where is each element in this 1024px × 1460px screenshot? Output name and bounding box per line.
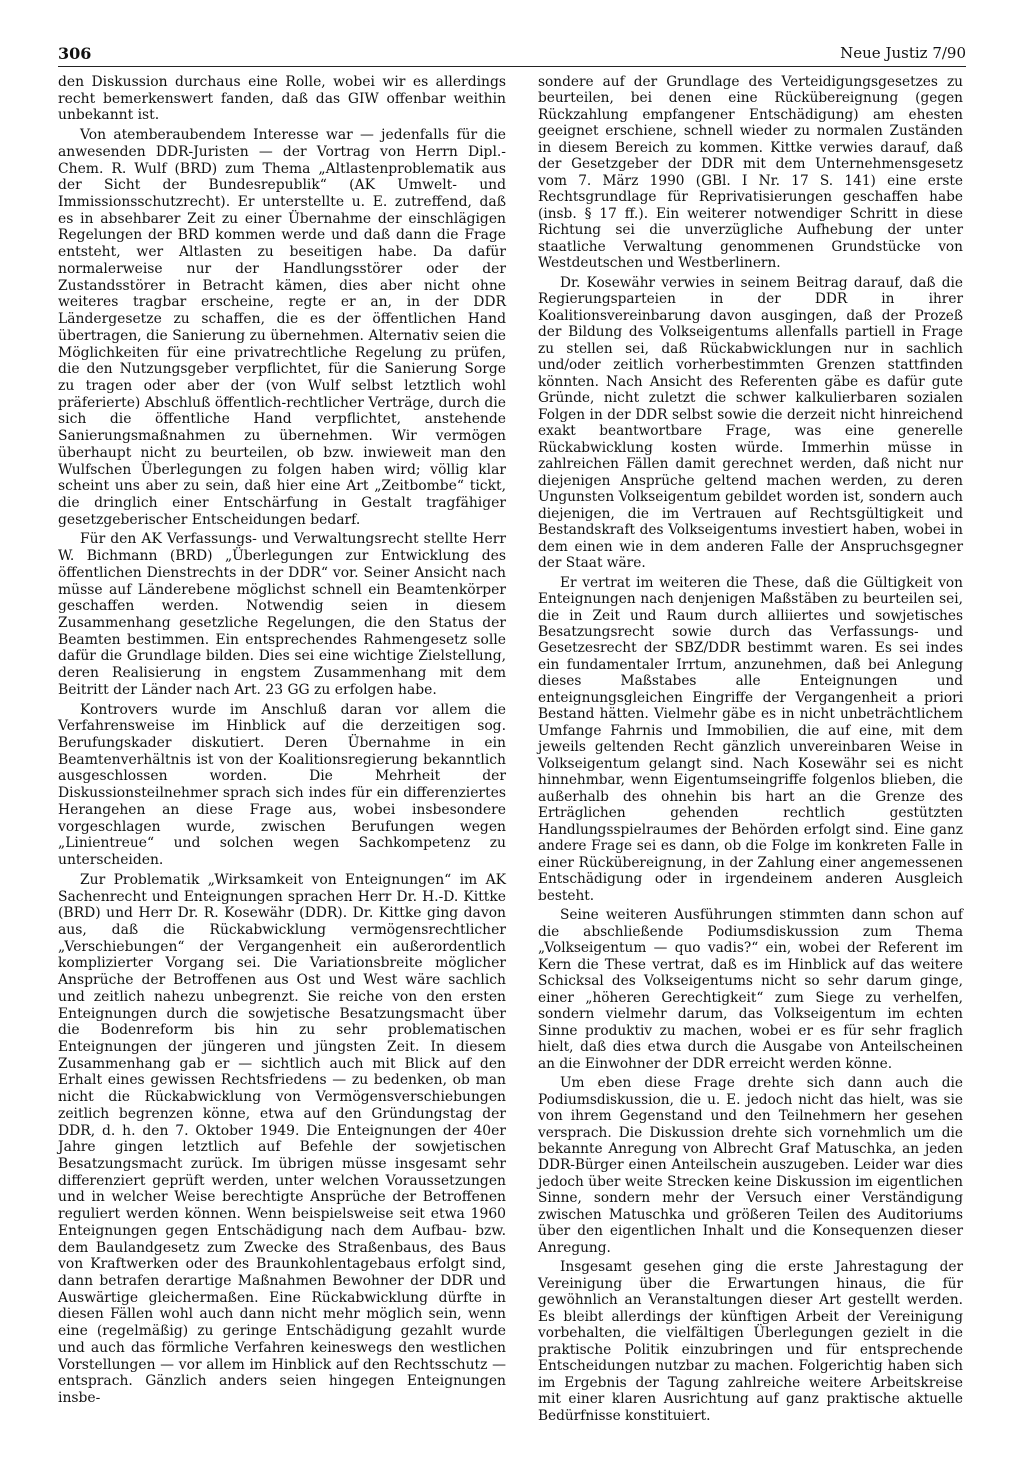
paragraph: Er vertrat im weiteren die These, daß die Gültigkeit von Enteignungen nach denjenigen Maßstäben zu beurteilen sei, die in Zeit und Raum durch alliiertes und sowjetisches Besatzungsrecht sowie durch das Verfassungs- und Gesetzesrecht der SBZ/DDR bestimmt waren. Es sei indes ein fundamentaler Irrtum, anzunehmen, daß bei Anlegung dieses Maßstabes alle Enteignungen und enteignungsgleichen Eingriffe der Vergangenheit a priori Bestand hätten. Vielmehr gäbe es in nicht unbeträchtlichem Umfange Fahrnis und Immobilien, die auf eine, mit dem jeweils geltenden Recht gänzlich unvereinbaren Weise in Volkseigentum gelangt sind. Nach Kosewähr sei es nicht hinnehmbar, wenn Eigentumseingriffe folgenlos blieben, die außerhalb des ohnehin bis hart an die Grenze des Erträglichen gehenden rechtlich gestützten Handlungsspielraumes der Behörden erfolgt sind. Eine ganz andere Frage sei es dann, ob die Folge im konkreten Falle in einer Rückübereignung, in der Zahlung einer angemessenen Entschädigung oder in irgendeinem anderen Ausgleich besteht. bbox=[538, 574, 963, 904]
paragraph: sondere auf der Grundlage des Verteidigungsgesetzes zu beurteilen, bei denen eine Rückübereignung (gegen Rückzahlung empfangener Entschädigung) am ehesten geeignet erschiene, schnell wieder zu normalen Zuständen in diesem Bereich zu kommen. Kittke verwies darauf, daß der Gesetzgeber der DDR mit dem Unternehmensgesetz vom 7. März 1990 (GBl. I Nr. 17 S. 141) eine erste Rechtsgrundlage für Reprivatisierungen geschaffen habe (insb. § 17 ff.). Ein weiterer notwendiger Schritt in diese Richtung sei die unverzügliche Aufhebung der unter staatliche Verwaltung genommenen Grundstücke von Westdeutschen und Westberlinern. bbox=[538, 74, 963, 272]
paragraph: den Diskussion durchaus eine Rolle, wobei wir es allerdings recht bemerkenswert fanden, daß das GIW offenbar weithin unbekannt ist. bbox=[58, 74, 506, 124]
left-column bbox=[58, 74, 506, 1410]
page-header bbox=[58, 44, 966, 67]
page-number: 306 bbox=[58, 44, 92, 63]
paragraph: Seine weiteren Ausführungen stimmten dann schon auf die abschließende Podiumsdiskussion zum Thema „Volkseigentum — quo vadis?“ ein, wobei der Referent im Kern die These vertrat, daß es im Hinblick auf das weitere Schicksal des Volkseigentums nicht so sehr darum ginge, einer „höheren Gerechtigkeit“ zum Siege zu verhelfen, sondern vielmehr darum, das Volkseigentum im echten Sinne produktiv zu machen, wobei er es für sehr fraglich hielt, daß dies etwa durch die Ausgabe von Anteilscheinen an die Einwohner der DDR erreicht werden könne. bbox=[538, 907, 963, 1072]
paragraph: Kontrovers wurde im Anschluß daran vor allem die Verfahrensweise im Hinblick auf die derzeitigen sog. Berufungskader diskutiert. Deren Übernahme in ein Beamtenverhältnis ist von der Koalitionsregierung bekanntlich ausgeschlossen worden. Die Mehrheit der Diskussionsteilnehmer sprach sich indes für ein differenziertes Herangehen an diese Frage aus, wobei insbesondere vorgeschlagen wurde, zwischen Berufungen wegen „Linientreue“ und solchen wegen Sachkompetenz zu unterscheiden. bbox=[58, 701, 506, 869]
paragraph: Für den AK Verfassungs- und Verwaltungsrecht stellte Herr W. Bichmann (BRD) „Überlegungen zur Entwicklung des öffentlichen Dienstrechts in der DDR“ vor. Seiner Ansicht nach müsse auf Länderebene möglichst schnell ein Beamtenkörper geschaffen werden. Notwendig seien in diesem Zusammenhang gesetzliche Regelungen, die den Status der Beamten bestimmen. Ein entsprechendes Rahmengesetz solle dafür die Grundlage bilden. Dies sei eine wichtige Zielstellung, deren Realisierung in engstem Zusammenhang mit dem Beitritt der Länder nach Art. 23 GG zu erfolgen habe. bbox=[58, 531, 506, 698]
paragraph: Zur Problematik „Wirksamkeit von Enteignungen“ im AK Sachenrecht und Enteignungen sprachen Herr Dr. H.-D. Kittke (BRD) und Herr Dr. R. Kosewähr (DDR). Dr. Kittke ging davon aus, daß die Rückabwicklung vermögensrechtlicher „Verschiebungen“ der Vergangenheit ein außerordentlich komplizierter Vorgang sei. Die Variationsbreite möglicher Ansprüche der Betroffenen aus Ost und West wäre sachlich und zeitlich nahezu unbegrenzt. Sie reiche von den ersten Enteignungen durch die sowjetische Besatzungsmacht über die Bodenreform bis hin zu sehr problematischen Enteignungen der jüngeren und jüngsten Zeit. In diesem Zusammenhang gab er — sichtlich auch mit Blick auf den Erhalt eines gewissen Rechtsfriedens — zu bedenken, ob man nicht die Rückabwicklung von Vermögensverschiebungen zeitlich begrenzen könne, etwa auf den Gründungstag der DDR, d. h. den 7. Oktober 1949. Die Enteignungen der 40er Jahre gingen letztlich auf Befehle der sowjetischen Besatzungsmacht zurück. Im übrigen müsse insgesamt sehr differenziert geprüft werden, unter welchen Voraussetzungen und in welcher Weise berechtigte Ansprüche der Betroffenen reguliert werden können. Wenn beispielsweise seit etwa 1960 Enteignungen gegen Entschädigung nach dem Aufbau- bzw. dem Baulandgesetz zum Zwecke des Straßenbaus, des Baus von Kraftwerken oder des Braunkohlentagebaus erfolgt sind, dann betrafen derartige Maßnahmen Bewohner der DDR und Auswärtige gleichermaßen. Eine Rückabwicklung dürfte in diesen Fällen wohl auch dann nicht mehr möglich sein, wenn eine (regelmäßig) zu geringe Entschädigung gezahlt wurde und auch das förmliche Verfahren keineswegs den westlichen Vorstellungen — vor allem im Hinblick auf den Rechtsschutz — entsprach. Gänzlich anders seien hingegen Enteignungen insbe- bbox=[58, 871, 506, 1407]
paragraph: Von atemberaubendem Interesse war — jedenfalls für die anwesenden DDR-Juristen — der Vortrag von Herrn Dipl.-Chem. R. Wulf (BRD) zum Thema „Altlastenproblematik aus der Sicht der Bundesrepublik“ (AK Umwelt- und Immissionsschutzrecht). Er unterstellte u. E. zutreffend, daß es in absehbarer Zeit zu einer Übernahme der einschlägigen Regelungen der BRD kommen werde und daß dann die Frage entsteht, wer Altlasten zu beseitigen habe. Da dafür normalerweise nur der Handlungsstörer oder der Zustandsstörer in Betracht kämen, dies aber nicht ohne weiteres tragbar erscheine, regte er an, in der DDR Ländergesetze zu schaffen, die es der öffentlichen Hand übertragen, die Sanierung zu übernehmen. Alternativ seien die Möglichkeiten für eine privatrechtliche Regelung zu prüfen, die den Nutzungsgeber verpflichtet, für die Sanierung Sorge zu tragen oder aber der (von Wulf selbst letztlich wohl präferierte) Abschluß öffentlich-rechtlicher Verträge, durch die sich die öffentliche Hand verpflichtet, anstehende Sanierungsmaßnahmen zu übernehmen. Wir vermögen überhaupt nicht zu beurteilen, ob bzw. inwieweit man den Wulfschen Überlegungen zu folgen haben wird; völlig klar scheint uns aber zu sein, daß hier eine Art „Zeitbombe“ tickt, die dringlich einer Entschärfung in Gestalt tragfähiger gesetzgeberischer Entscheidungen bedarf. bbox=[58, 127, 506, 528]
paragraph: Um eben diese Frage drehte sich dann auch die Podiumsdiskussion, die u. E. jedoch nicht das hielt, was sie von ihrem Gegenstand und den Teilnehmern her gesehen versprach. Die Diskussion drehte sich vornehmlich um die bekannte Anregung von Albrecht Graf Matuschka, an jeden DDR-Bürger einen Anteilschein auszugeben. Leider war dies jedoch über weite Strecken keine Diskussion im eigentlichen Sinne, sondern mehr der Versuch einer Verständigung zwischen Matuschka und größeren Teilen des Auditoriums über den eigentlichen Inhalt und die Konsequenzen dieser Anregung. bbox=[538, 1075, 963, 1256]
paragraph: Insgesamt gesehen ging die erste Jahrestagung der Vereinigung über die Erwartungen hinaus, die für gewöhnlich an Veranstaltungen dieser Art gestellt werden. Es bleibt allerdings der künftigen Arbeit der Vereinigung vorbehalten, die vielfältigen Überlegungen gezielt in die praktische Politik einzubringen und für entsprechende Entscheidungen nutzbar zu machen. Folgerichtig haben sich im Ergebnis der Tagung zahlreiche weitere Arbeitskreise mit einer klaren Ausrichtung auf ganz praktische aktuelle Bedürfnisse konstituiert. bbox=[538, 1259, 963, 1424]
journal-issue: Neue Justiz 7/90 bbox=[840, 44, 966, 62]
paragraph: Dr. Kosewähr verwies in seinem Beitrag darauf, daß die Regierungsparteien in der DDR in ihrer Koalitionsvereinbarung davon ausgingen, daß der Prozeß der Bildung des Volkseigentums allenfalls partiell in Frage zu stellen sei, daß Rückabwicklungen nur in sachlich und/oder zeitlich vorherbestimmten Grenzen stattfinden könnten. Nach Ansicht des Referenten gäbe es dafür gute Gründe, nicht zuletzt die schwer kalkulierbaren sozialen Folgen in der DDR selbst sowie die derzeit nicht hinreichend exakt beantwortbare Frage, was eine generelle Rückabwicklung kosten würde. Immerhin müsse in zahlreichen Fällen damit gerechnet werden, daß nicht nur diejenigen Ansprüche geltend machen werden, zu deren Ungunsten Volkseigentum gebildet worden ist, sondern auch diejenigen, die im Vertrauen auf Rechtsgültigkeit und Bestandskraft des Volkseigentums investiert haben, wobei in dem einen wie in dem anderen Falle der Anspruchsgegner der Staat wäre. bbox=[538, 274, 963, 572]
right-column bbox=[538, 74, 963, 1427]
